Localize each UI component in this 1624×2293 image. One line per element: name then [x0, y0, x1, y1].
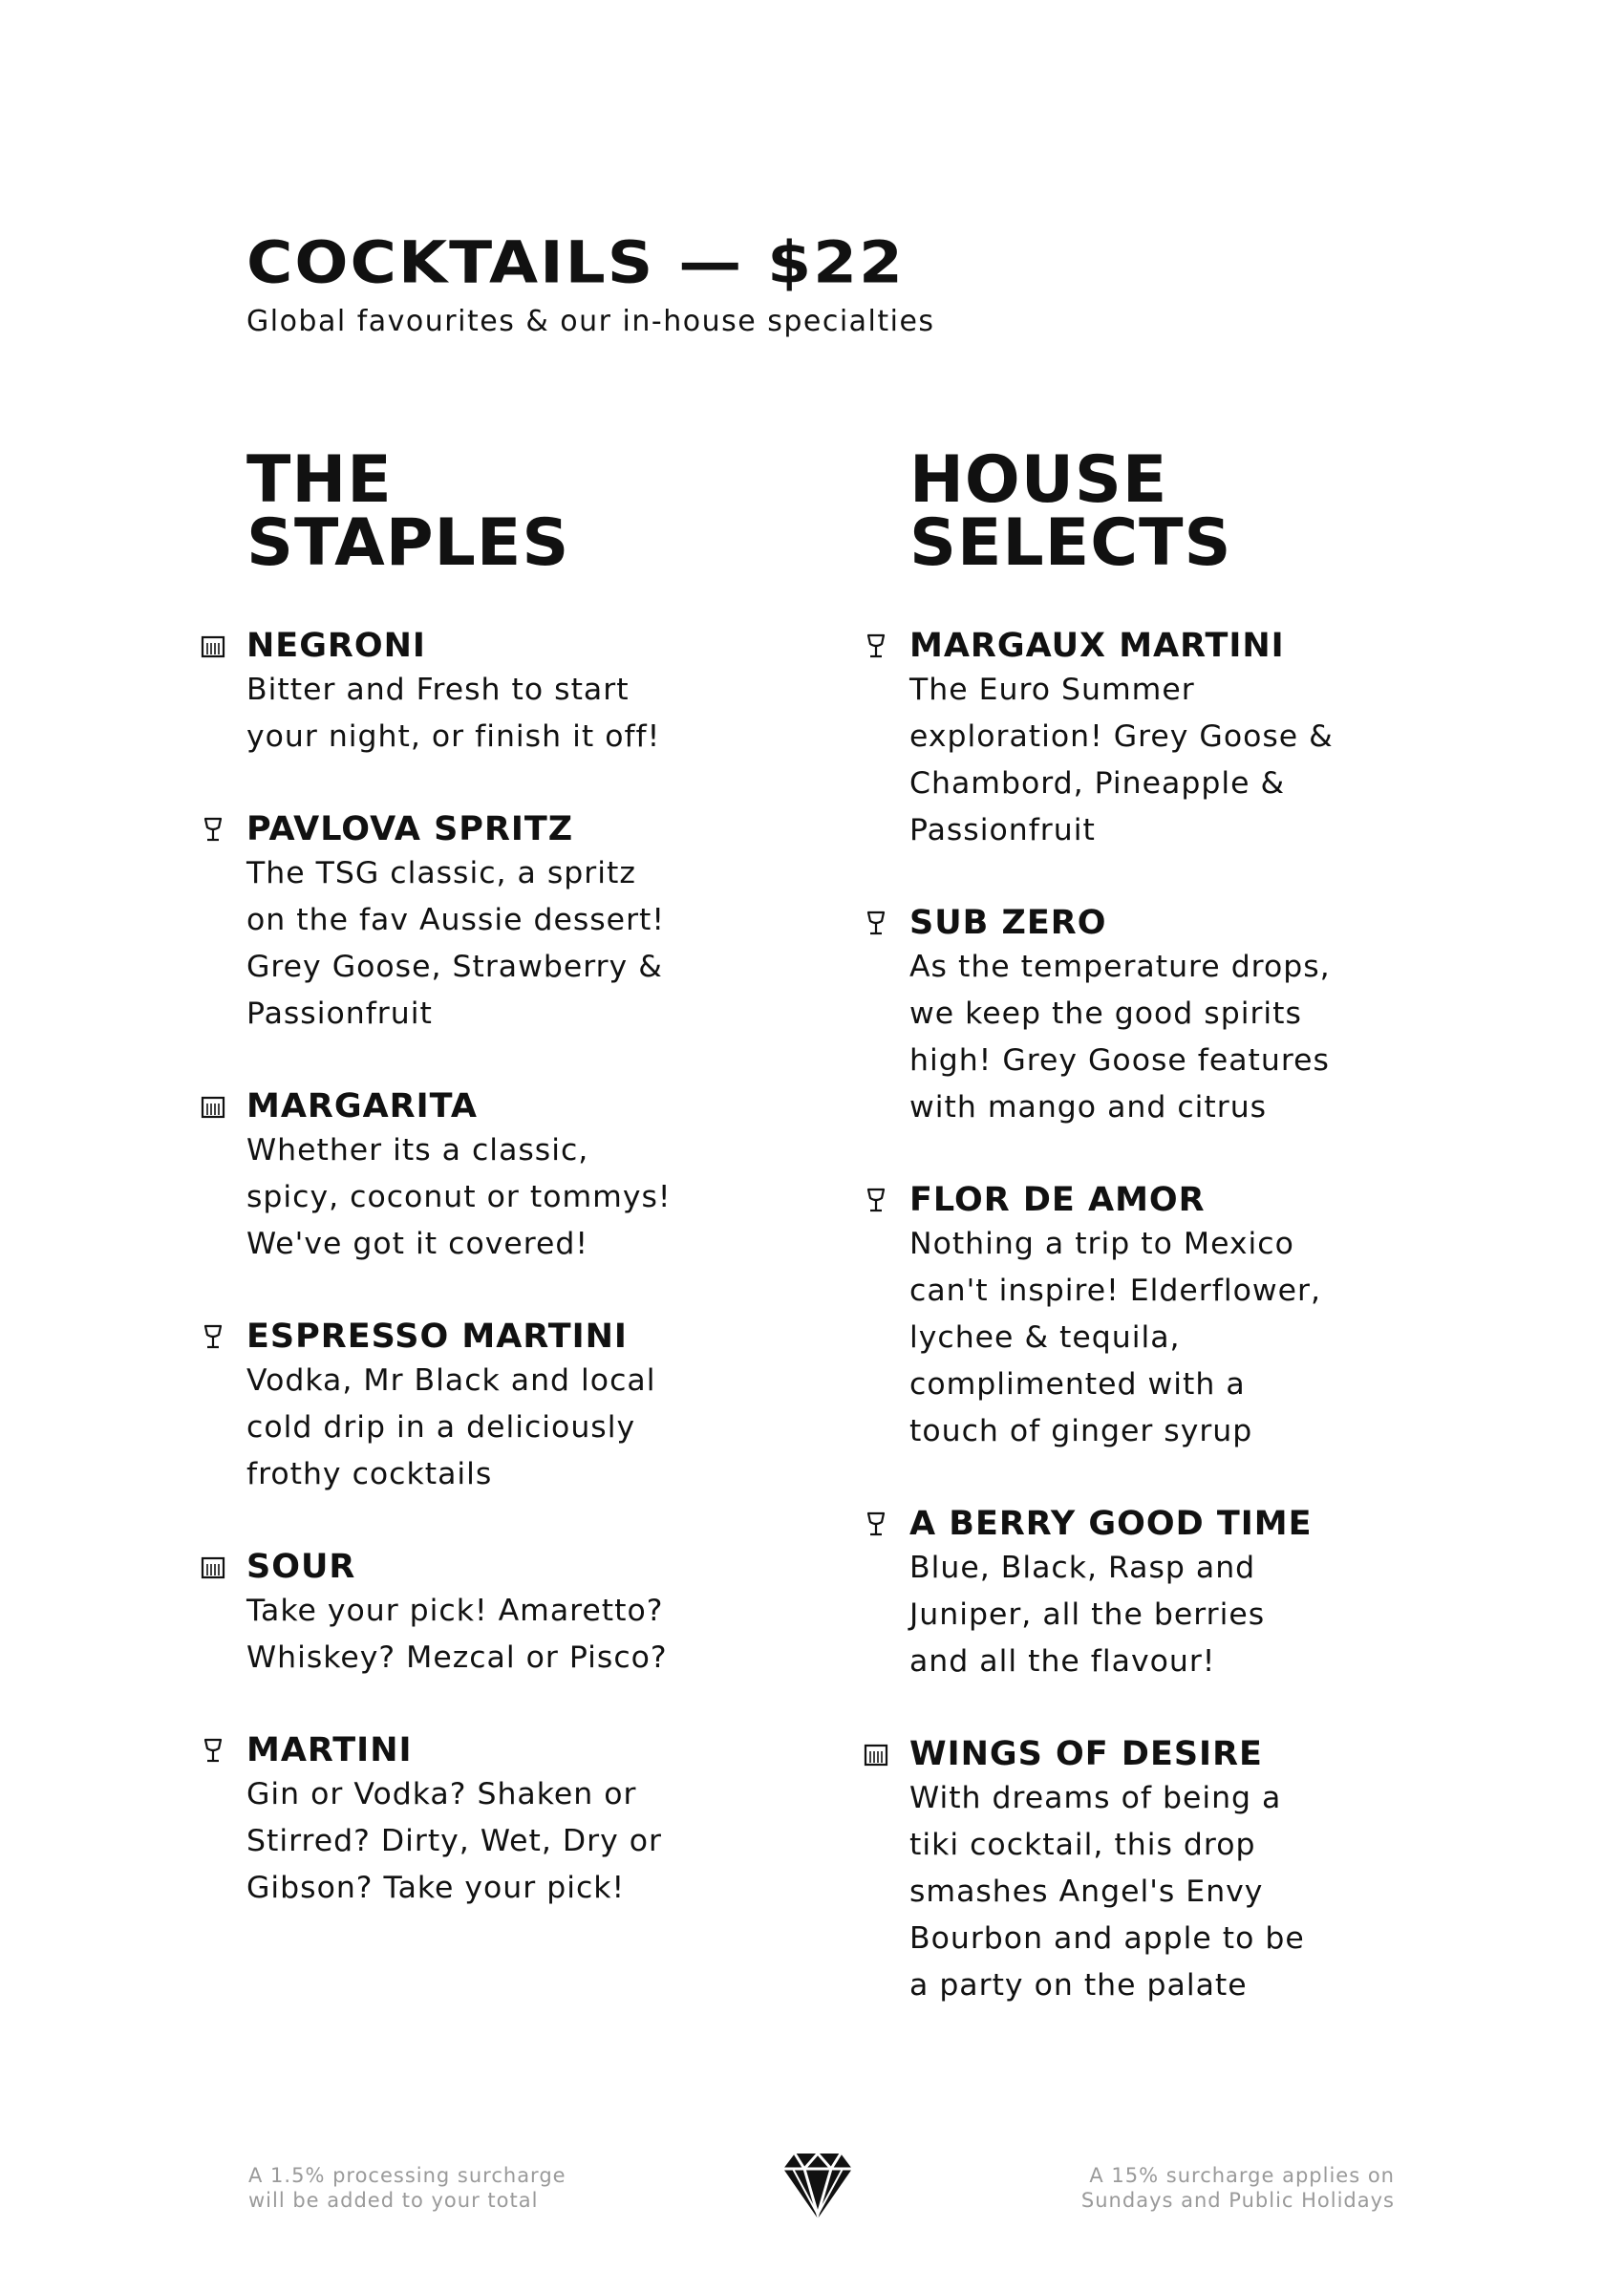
menu-item-name: SOUR [246, 1548, 356, 1586]
menu-item-name: MARGARITA [246, 1087, 478, 1125]
menu-item [246, 1729, 695, 1912]
menu-item [246, 1316, 695, 1498]
menu-item-name: SUB ZERO [909, 904, 1107, 942]
stemmed-glass-icon [201, 1323, 225, 1350]
stemmed-glass-icon [864, 1187, 888, 1213]
rocks-glass-icon [201, 1093, 225, 1120]
rocks-glass-icon [864, 1741, 888, 1768]
menu-item-name: NEGRONI [246, 627, 426, 665]
holiday-surcharge-note [1081, 2163, 1395, 2213]
rocks-glass-icon [201, 632, 225, 659]
page-title: COCKTAILS — $22 [246, 228, 905, 297]
diamond-logo-icon [781, 2152, 854, 2220]
menu-item-description: As the temperature drops, we keep the good spirits high! Grey Goose features with mango and citrus [909, 950, 1331, 1125]
menu-item [246, 625, 695, 761]
rocks-glass-icon [201, 1554, 225, 1580]
stemmed-glass-icon [864, 1511, 888, 1537]
menu-item-description: The Euro Summer exploration! Grey Goose & Chambord, Pineapple & Passionfruit [909, 673, 1334, 847]
house-selects-list [909, 625, 1358, 2009]
stemmed-glass-icon [201, 1737, 225, 1764]
menu-item-name: MARGAUX MARTINI [909, 627, 1285, 665]
menu-item-name: ESPRESSO MARTINI [246, 1318, 628, 1356]
menu-item-name: WINGS OF DESIRE [909, 1735, 1263, 1773]
menu-item [246, 1546, 695, 1682]
footer-right-line1: A 15% surcharge applies on [1089, 2164, 1395, 2187]
menu-header [246, 228, 935, 338]
house-selects-heading: HOUSE SELECTS [909, 442, 1232, 581]
stemmed-glass-icon [864, 632, 888, 659]
menu-item-description: Whether its a classic, spicy, coconut or tommys! We've got it covered! [246, 1133, 672, 1261]
menu-item [246, 1085, 695, 1268]
menu-item-description: Take your pick! Amaretto? Whiskey? Mezcal or Pisco? [246, 1594, 668, 1675]
menu-item-name: A BERRY GOOD TIME [909, 1505, 1313, 1543]
menu-item-name: FLOR DE AMOR [909, 1181, 1206, 1219]
menu-item [909, 625, 1358, 854]
menu-item-description: Gin or Vodka? Shaken or Stirred? Dirty, Wet, Dry or Gibson? Take your pick! [246, 1777, 662, 1905]
stemmed-glass-icon [864, 910, 888, 936]
menu-item [246, 808, 695, 1038]
menu-item [909, 902, 1358, 1131]
menu-item-description: Nothing a trip to Mexico can't inspire! Elderflower, lychee & tequila, complimented with a touch of ginger syrup [909, 1227, 1321, 1448]
menu-item [909, 1503, 1358, 1685]
footer-left-line2: will be added to your total [248, 2189, 539, 2212]
menu-item-description: With dreams of being a tiki cocktail, this drop smashes Angel's Envy Bourbon and apple to be a party on the palate [909, 1781, 1305, 2003]
menu-item-description: Bitter and Fresh to start your night, or finish it off! [246, 673, 661, 754]
menu-item-description: The TSG classic, a spritz on the fav Aussie dessert! Grey Goose, Strawberry & Passionfruit [246, 856, 665, 1031]
footer-right-line2: Sundays and Public Holidays [1080, 2189, 1395, 2212]
staples-list [246, 625, 695, 1912]
footer-left-line1: A 1.5% processing surcharge [248, 2164, 566, 2187]
menu-item [909, 1733, 1358, 2009]
stemmed-glass-icon [201, 816, 225, 843]
menu-item-description: Vodka, Mr Black and local cold drip in a deliciously frothy cocktails [246, 1363, 656, 1491]
processing-surcharge-note [248, 2163, 566, 2213]
menu-item-name: MARTINI [246, 1731, 413, 1769]
menu-item-description: Blue, Black, Rasp and Juniper, all the berries and all the flavour! [909, 1551, 1266, 1679]
menu-item-name: PAVLOVA SPRITZ [246, 810, 574, 848]
page-subtitle: Global favourites & our in-house specialties [246, 305, 935, 338]
menu-item [909, 1179, 1358, 1455]
staples-heading: THE STAPLES [246, 442, 570, 581]
house-selects-column [909, 442, 1358, 2057]
staples-column [246, 442, 695, 1960]
